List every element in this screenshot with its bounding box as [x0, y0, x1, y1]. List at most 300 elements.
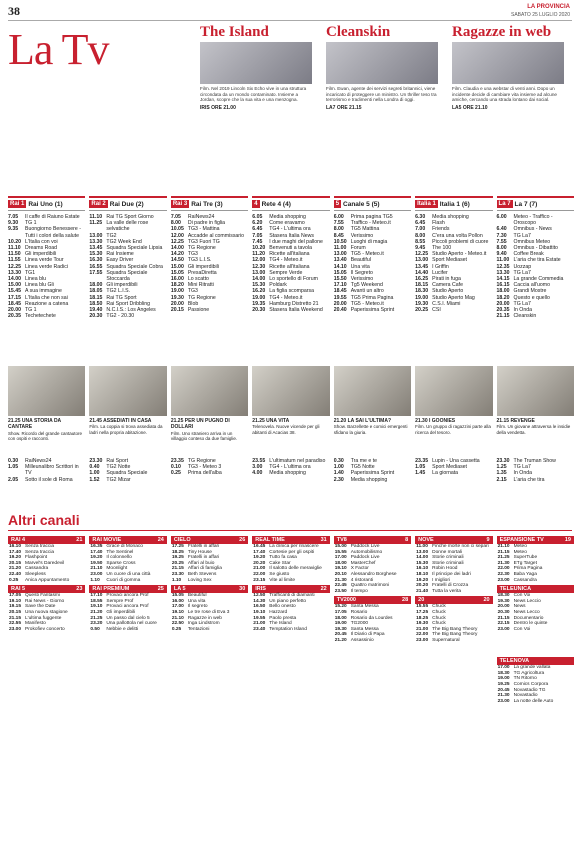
channel-box-name: TELENOVA	[499, 658, 530, 665]
highlight-thumbnails	[8, 366, 574, 416]
programme-item[interactable]	[252, 627, 329, 633]
programme-time: 1.52	[89, 476, 100, 483]
programme-item[interactable]	[8, 464, 85, 476]
programme-item[interactable]	[415, 589, 492, 595]
programme-time: 23.30	[89, 458, 103, 464]
channel-logo: 5	[335, 201, 340, 207]
programme-time: 17.25	[416, 609, 429, 615]
channel-box-header[interactable]	[171, 585, 248, 593]
programme-time: 19.10	[9, 598, 22, 604]
highlight-time: 21.20	[333, 418, 347, 424]
programme-time: 19.00	[415, 294, 429, 301]
programme-time: 17.05	[334, 609, 347, 615]
channel-box-header[interactable]	[497, 536, 574, 544]
channel-box	[497, 657, 574, 727]
channel-header[interactable]	[252, 196, 329, 211]
programme-time: 1.00	[333, 464, 344, 471]
channel-box-header[interactable]	[415, 536, 492, 544]
highlight-caption[interactable]	[334, 418, 411, 441]
programme-time: 9.35	[8, 226, 19, 233]
programme-time: 18.30	[497, 670, 510, 676]
programme-item[interactable]	[171, 627, 248, 633]
channel-box-header[interactable]	[497, 657, 574, 665]
programme-time: 7.45	[252, 238, 263, 245]
programme-time: 14.00	[416, 555, 429, 561]
programme-time: 23.00	[416, 637, 429, 643]
programme-title: Sempre Prof	[106, 598, 134, 604]
channel-name: Rai Uno (1)	[28, 200, 63, 208]
programme-time: 2.30	[333, 476, 344, 483]
programme-time: 23.00	[497, 577, 510, 583]
programme-time: 20.00	[496, 300, 510, 307]
programme-time: 19.20	[253, 555, 266, 561]
programme-time: 22.30	[497, 571, 510, 577]
programme-title: Rai Sport	[106, 458, 129, 464]
programme-title: Donne mortali	[432, 549, 463, 555]
programme-time: 19.50	[90, 560, 103, 566]
channel-box-header[interactable]	[8, 585, 85, 593]
programme-title: Senza traccia	[25, 544, 55, 549]
programme-time: 1.05	[8, 464, 19, 471]
programme-time: 16.00	[170, 276, 184, 283]
programme-time: 20.20	[253, 560, 266, 566]
programme-item[interactable]	[497, 214, 574, 226]
channel-box-number: 28	[402, 597, 409, 604]
programme-title: TG La7	[513, 300, 531, 307]
programme-title: Una pallottola nel cuore	[106, 621, 157, 627]
programme-time: 23.00	[9, 626, 22, 632]
programme-title: Gli imperdibili	[187, 263, 219, 270]
highlight-caption[interactable]	[497, 418, 574, 441]
programme-title: TG3 Fuori TG	[187, 238, 220, 245]
programme-time: 22.50	[171, 621, 184, 627]
channel-box-header[interactable]	[252, 585, 329, 593]
programme-time: 2.05	[8, 476, 19, 483]
channel-box-header[interactable]	[89, 536, 166, 544]
channel-box	[171, 536, 248, 583]
programme-time: 22.55	[9, 621, 22, 627]
programme-title: Loving Sex	[187, 577, 212, 583]
programme-title: TG3	[187, 288, 198, 295]
programme-item[interactable]	[8, 313, 85, 319]
programme-title: Squadra Speciale Lipsia	[106, 245, 163, 252]
featured-article[interactable]	[452, 24, 564, 154]
programme-item[interactable]	[8, 226, 85, 238]
programme-title: Linea blu	[25, 276, 47, 283]
featured-title: The Island	[200, 24, 269, 40]
programme-time: 22.00	[497, 566, 510, 572]
altri-canali-title: Altri canali	[8, 512, 80, 528]
programme-time: 21.15	[497, 615, 510, 621]
programme-time: 21.25	[90, 615, 103, 621]
highlight-caption[interactable]	[252, 418, 329, 441]
programme-time: 19.15	[9, 604, 22, 610]
highlight-heading	[8, 418, 61, 430]
programme-time: 1.35	[496, 470, 507, 477]
programme-title: Prima pagina TG5	[350, 214, 393, 220]
programme-time: 1.00	[89, 470, 100, 477]
channel-box-name: TELEUNICA	[499, 586, 532, 593]
programme-title: C'era una volta Pollon	[432, 232, 483, 239]
programme-title: Beautiful	[187, 593, 207, 599]
channel-name: Italia 1 (6)	[439, 200, 470, 208]
channel-box-number: 20	[483, 597, 490, 604]
programme-item[interactable]	[89, 270, 166, 282]
programme-title: PresaDiretta	[187, 269, 217, 276]
programme-title: RaiNews24	[187, 214, 215, 220]
programme-item[interactable]	[252, 470, 329, 476]
programme-time: 0.10	[170, 464, 181, 471]
channel-header[interactable]	[8, 196, 85, 211]
programme-time: 15.00	[334, 544, 347, 549]
channel-box-number: 24	[157, 537, 164, 543]
programme-title: Camera Cafe	[432, 282, 463, 289]
channel-box-header[interactable]	[497, 585, 574, 593]
channel-box	[89, 585, 166, 655]
programme-time: 11.00	[496, 257, 510, 264]
programme-item[interactable]	[497, 313, 574, 319]
channel-name: La 7 (7)	[514, 200, 538, 208]
programme-item[interactable]	[171, 470, 248, 476]
programme-time: 13.45	[415, 263, 429, 270]
programme-time: 15.55	[416, 604, 429, 610]
programme-time: 19.30	[497, 598, 510, 604]
programme-title: TG2 Notte	[106, 464, 131, 471]
programme-time: 17.40	[9, 549, 22, 555]
programme-title: Tutto fa casa	[269, 555, 297, 561]
programme-time: 17.05	[9, 593, 22, 599]
programme-time: 11.00	[416, 544, 428, 549]
programme-title: Buongiorno Benessere - Tutti i colori della salute	[25, 226, 81, 239]
highlight-title: UNA STORIA DA CANTARE	[8, 418, 61, 431]
programme-time: 14.00	[252, 276, 266, 283]
programme-time: 18.20	[170, 282, 184, 289]
programme-time: 8.45	[333, 232, 344, 239]
programme-title: TG5 Mattina	[350, 226, 380, 233]
highlight-time: 21.25	[170, 418, 184, 424]
programme-time: 20.30	[497, 609, 510, 615]
programme-title: TG5 Prima Pagina	[350, 294, 394, 301]
channel-box-header[interactable]	[252, 536, 329, 544]
programme-item[interactable]	[415, 638, 492, 644]
programme-title: Linea verde Radici	[25, 263, 68, 270]
programme-item[interactable]	[8, 578, 85, 584]
programme-time: 19.10	[334, 566, 347, 572]
highlight-caption[interactable]	[171, 418, 248, 441]
programme-title: La notte delle Auto	[513, 698, 554, 704]
highlight-time: 21.25	[252, 418, 265, 424]
channel-header[interactable]	[334, 196, 411, 211]
programme-title: Sparse Cross	[106, 560, 136, 566]
programme-time: 22.15	[497, 621, 510, 627]
programme-time: 11.50	[8, 251, 21, 258]
programme-title: TG La7	[513, 464, 531, 471]
programme-time: 7.00	[415, 226, 426, 233]
programme-title: Tg5 Weekend	[350, 282, 383, 289]
highlight-heading	[497, 418, 535, 424]
programme-title: Questi Fantasmi	[25, 593, 60, 599]
programme-time: 23.15	[253, 577, 266, 583]
featured-image	[326, 42, 438, 84]
programme-title: TG Agricoltura	[513, 670, 545, 676]
programme-time: 23.40	[253, 626, 266, 632]
programme-time: 12.30	[252, 263, 266, 270]
other-channel-column	[415, 536, 492, 688]
programme-item[interactable]	[334, 638, 411, 644]
highlight-text: Show. Barzellette e comici emergenti sfidano la giuria.	[333, 424, 408, 435]
programme-item[interactable]	[415, 470, 492, 476]
programme-title: Tutta la verita	[432, 588, 462, 594]
highlight-caption[interactable]	[89, 418, 166, 441]
programme-time: 16.10	[9, 544, 22, 549]
programme-time: 8.00	[496, 245, 507, 252]
programme-title: A sua immagine	[25, 288, 62, 295]
programme-title: TG2 Week End	[106, 238, 142, 245]
programme-time: 22.00	[416, 632, 429, 638]
programme-time: 23.35	[170, 458, 184, 464]
programme-time: 0.25	[171, 626, 182, 632]
programme-time: 23.30	[496, 458, 510, 464]
programme-time: 21.20	[90, 609, 103, 615]
programme-item[interactable]	[252, 578, 329, 584]
programme-title: Grandi Mostre	[513, 288, 547, 295]
programme-item[interactable]	[171, 578, 248, 584]
programme-title: Manifesto	[25, 621, 46, 627]
programme-title: Con Voi	[513, 626, 531, 632]
programme-title: Lo scatto	[187, 276, 209, 283]
programme-item[interactable]	[89, 313, 166, 319]
programme-time: 0.40	[89, 464, 100, 471]
programme-time: 11.10	[8, 245, 21, 252]
programme-item[interactable]	[8, 477, 85, 483]
programme-time: 15.30	[416, 560, 429, 566]
programme-title: Traffico - Meteo.it	[350, 220, 391, 227]
programme-title: Cassandra	[513, 577, 537, 583]
programme-time: 13.00	[415, 257, 429, 264]
programme-time: 15.20	[334, 604, 347, 610]
programme-title: Ricette all'italiana	[269, 263, 310, 270]
programme-time: 16.10	[416, 566, 429, 572]
programme-item[interactable]	[89, 578, 166, 584]
programme-title: Gli imperdibili	[106, 282, 138, 289]
channel-box	[171, 585, 248, 655]
programme-time: 20.25	[171, 560, 184, 566]
programme-item[interactable]	[89, 220, 166, 232]
programme-item[interactable]	[252, 307, 329, 313]
programme-time: 19.10	[253, 609, 266, 615]
page-date: SABATO 25 LUGLIO 2020	[510, 11, 570, 18]
programme-title: Gli imperdibili	[25, 251, 57, 258]
highlight-text: Telenovela. Nuove vicende per gli abitanti di Acacias 38.	[252, 424, 320, 435]
channel-box-number: 23	[76, 586, 83, 593]
programme-time: 8.00	[333, 226, 344, 233]
programme-title: Bello onesto	[269, 604, 296, 610]
programme-time: 15.05	[171, 593, 184, 599]
programme-time: 1.05	[415, 464, 426, 471]
programme-title: Paperissima Sprint	[350, 307, 395, 314]
programme-item[interactable]	[415, 307, 492, 313]
highlight-title: PER UN PUGNO DI DOLLARI	[170, 418, 230, 431]
highlight-title: LA SAI L'ULTIMA?	[347, 418, 391, 424]
programme-title: Chuck	[432, 615, 446, 621]
programme-time: 7.55	[333, 220, 344, 227]
programme-time: 17.00	[171, 604, 184, 610]
programme-title: Rai Insieme	[106, 251, 134, 258]
programme-title: Questo e quello	[513, 294, 550, 301]
programme-time: 10.20	[252, 245, 266, 252]
programme-time: 9.45	[415, 245, 426, 252]
late-schedule-column	[8, 458, 85, 506]
programme-title: Chuck	[432, 621, 446, 627]
highlight-caption[interactable]	[8, 418, 85, 441]
featured-article[interactable]	[326, 24, 438, 154]
programme-time: 6.45	[252, 226, 263, 233]
highlight-caption[interactable]	[415, 418, 492, 441]
programme-item[interactable]	[497, 699, 574, 705]
programme-title: Meteo	[513, 544, 527, 549]
programme-item[interactable]	[497, 627, 574, 633]
programme-title: TG Regione	[187, 458, 216, 464]
programme-item[interactable]	[334, 589, 411, 595]
programme-title: Affari al buio	[187, 560, 215, 566]
programme-title: Novastadio TG	[513, 687, 546, 693]
programme-time: 19.40	[89, 307, 103, 314]
programme-time: 21.15	[171, 566, 184, 572]
programme-item[interactable]	[89, 627, 166, 633]
programme-time: 22.45	[334, 583, 347, 589]
highlight-heading	[415, 418, 455, 424]
programme-item[interactable]	[89, 477, 166, 483]
programme-time: 12.25	[170, 238, 184, 245]
channel-header[interactable]	[171, 196, 248, 211]
programme-time: 18.10	[416, 571, 429, 577]
channel-box-name: RAI 5	[11, 586, 26, 593]
programme-time: 13.00	[333, 251, 347, 258]
programme-time: 11.20	[252, 251, 265, 258]
programme-title: Provaci ancora Prof	[106, 593, 149, 599]
featured-channel: LA5 ORE 21.10	[452, 104, 488, 111]
channel-box-number: 9	[486, 537, 490, 543]
programme-time: 18.30	[497, 593, 510, 599]
programme-title: Ricette all'italiana	[269, 251, 310, 258]
highlight-title: ASSEDIATI IN CASA	[103, 418, 152, 424]
programme-time: 17.10	[90, 593, 103, 599]
programme-time: 22.40	[9, 571, 22, 577]
programme-item[interactable]	[497, 578, 574, 584]
programme-item[interactable]	[8, 627, 85, 633]
programme-title: Fratelli in affari	[187, 544, 220, 549]
programme-time: 21.15	[9, 615, 22, 621]
channel-header[interactable]	[89, 196, 166, 211]
programme-time: 18.25	[171, 549, 184, 555]
channel-logo: Rai 2	[91, 201, 106, 207]
programme-title: Sport Mediaset	[432, 464, 467, 471]
highlight-text: Film. Un giovane attraversa le insidie della vendetta.	[496, 424, 571, 435]
channel-box	[334, 596, 411, 666]
channel-box	[252, 536, 329, 583]
late-schedule-column	[334, 458, 411, 506]
channel-header[interactable]	[497, 196, 574, 211]
programme-title: Lo sportello di Forum	[269, 276, 318, 283]
channel-box-number: 21	[76, 537, 83, 543]
featured-channel: LA7 ORE 21.15	[326, 104, 362, 111]
programme-time: 19.25	[171, 555, 184, 561]
programme-title: La valle delle rose selvatiche	[106, 220, 149, 233]
programme-time: 18.55	[90, 598, 103, 604]
channel-box-header[interactable]	[8, 536, 85, 544]
other-channel-column	[252, 536, 329, 688]
featured-image	[452, 42, 564, 84]
programme-title: Quattro matrimoni	[350, 583, 390, 589]
programme-time: 20.00	[8, 307, 21, 314]
programme-title: Omnibus - Dibattito	[513, 245, 558, 252]
highlight-text: Show. Ricordo del grande cantautore con ospiti e racconti.	[8, 430, 83, 441]
highlight-title: UNA VITA	[266, 418, 290, 424]
programme-time: 18.20	[496, 294, 510, 301]
programme-title: Cuori di gomma	[106, 577, 141, 583]
programme-time: 21.10	[90, 566, 103, 572]
channel-box-header[interactable]	[334, 536, 411, 544]
programme-time: 6.05	[252, 214, 263, 220]
programme-item[interactable]	[334, 477, 411, 483]
programme-time: 20.00	[333, 300, 347, 307]
programme-item[interactable]	[171, 307, 248, 313]
programme-time: 15.05	[333, 269, 347, 276]
programme-time: 20.20	[416, 583, 429, 589]
programme-title: Lucifer	[432, 269, 448, 276]
programme-title: TG3 - Mattina	[187, 226, 220, 233]
programme-time: 18.00	[496, 288, 510, 295]
programme-title: Verissimo	[350, 276, 374, 283]
channel-box-header[interactable]	[89, 585, 166, 593]
programme-title: Robin Hood	[432, 566, 458, 572]
channel-header[interactable]	[415, 196, 492, 211]
programme-title: Paperissima Sprint	[350, 470, 395, 477]
channel-box-name: TV2000	[336, 597, 356, 604]
programme-title: Verissimo	[350, 232, 374, 239]
programme-time: 12.00	[170, 232, 184, 239]
programme-title: Paolo presta	[269, 615, 297, 621]
other-channel-column	[8, 536, 85, 688]
programme-time: 4.00	[252, 470, 263, 477]
programme-title: TN Ritorno	[513, 676, 537, 682]
programme-time: 22.00	[253, 571, 266, 577]
programme-time: 16.00	[171, 598, 184, 604]
programme-item[interactable]	[497, 477, 574, 483]
highlight-heading	[334, 418, 391, 424]
other-channel-column	[334, 536, 411, 688]
programme-time: 7.05	[252, 232, 263, 239]
featured-title: Ragazze in web	[452, 24, 552, 40]
programme-time: 21.25	[497, 555, 510, 561]
programme-title: TG2 Mizar	[106, 476, 131, 483]
programme-item[interactable]	[334, 307, 411, 313]
programme-title: La clinica per rinascere	[269, 544, 319, 549]
programme-title: Il Segreto	[350, 269, 373, 276]
channel-box-number: 30	[239, 586, 246, 593]
programme-time: 20.35	[8, 313, 21, 320]
programme-title: Media shopping	[350, 476, 388, 483]
featured-article[interactable]	[200, 24, 312, 154]
programme-title: L'ultima fuggente	[25, 615, 62, 621]
programme-time: 20.40	[333, 307, 347, 314]
channel-box-name: CIELO	[173, 537, 191, 543]
programme-time: 15.00	[8, 282, 21, 289]
programme-title: Trafficanti di diamanti	[269, 593, 315, 599]
channel-box-header[interactable]	[171, 536, 248, 544]
programme-title: Avanti un altro	[350, 288, 384, 295]
programme-time: 6.40	[496, 226, 507, 233]
